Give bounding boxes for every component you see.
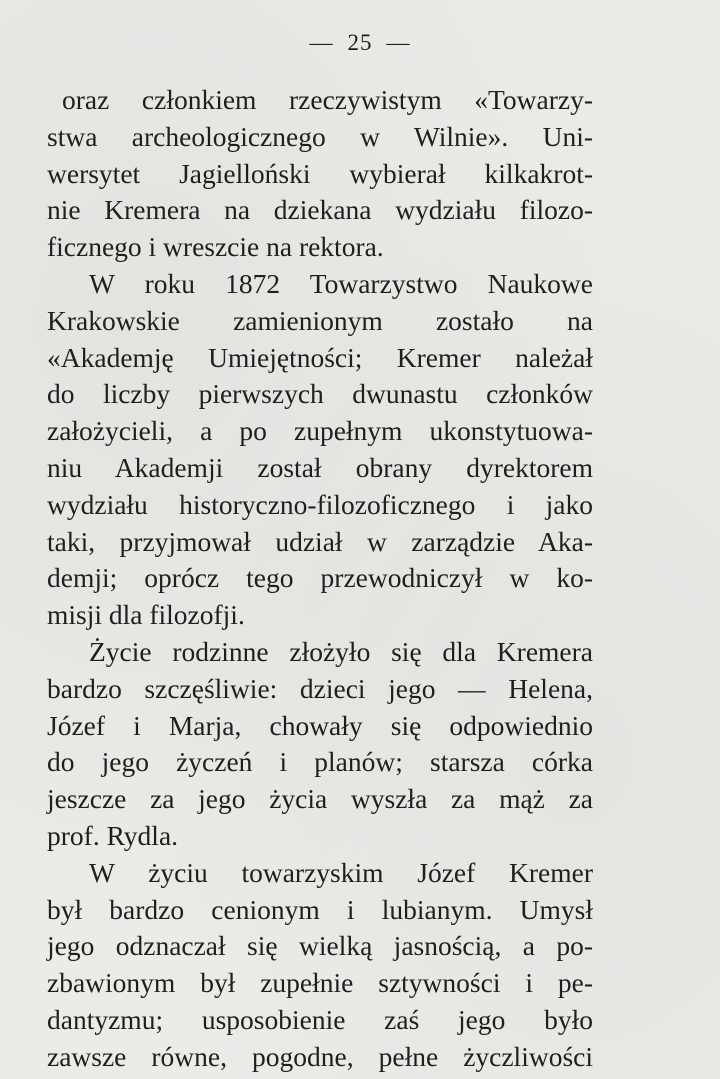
text-line: do liczby pierwszych dwunastu członków bbox=[47, 378, 593, 410]
text-line: wydziału historyczno-filozoficznego i jako bbox=[47, 488, 593, 520]
text-line: założycieli, a po zupełnym ukonstytuowa- bbox=[47, 415, 593, 447]
page-header bbox=[0, 30, 720, 56]
text-line: W roku 1872 Towarzystwo Naukowe bbox=[89, 267, 593, 299]
text-line: był bardzo cenionym i lubianym. Umysł bbox=[47, 893, 593, 925]
text-line: Józef i Marja, chowały się odpowiednio bbox=[47, 709, 593, 741]
text-line: oraz członkiem rzeczywistym «Towarzy- bbox=[62, 84, 593, 115]
text-line: bardzo szczęśliwie: dzieci jego — Helena, bbox=[47, 672, 593, 704]
text-line: Krakowskie zamienionym zostało na bbox=[47, 304, 593, 336]
text-line: ficznego i wreszcie na rektora. bbox=[47, 231, 384, 263]
header-dash-left: — bbox=[309, 30, 334, 55]
text-line: demji; oprócz tego przewodniczył w ko- bbox=[47, 562, 593, 594]
text-line: jeszcze za jego życia wyszła za mąż za bbox=[47, 783, 593, 815]
text-line: nie Kremera na dziekana wydziału filozo- bbox=[47, 194, 593, 226]
text-line: jego odznaczał się wielką jasnością, a po- bbox=[47, 930, 593, 962]
text-line: do jego życzeń i planów; starsza córka bbox=[47, 746, 593, 778]
text-line: Życie rodzinne złożyło się dla Kremera bbox=[89, 635, 593, 667]
text-line: dantyzmu; usposobienie zaś jego było bbox=[47, 1003, 593, 1035]
header-dash-right: — bbox=[386, 30, 411, 55]
text-line: stwa archeologicznego w Wilnie». Uni- bbox=[47, 120, 593, 152]
text-line: zawsze równe, pogodne, pełne życzliwości bbox=[47, 1040, 593, 1072]
text-line: wersytet Jagielloński wybierał kilkakrot- bbox=[47, 157, 593, 189]
text-line: «Akademję Umiejętności; Kremer należał bbox=[47, 341, 593, 373]
text-line: W życiu towarzyskim Józef Kremer bbox=[89, 856, 593, 888]
page-number: 25 bbox=[347, 30, 373, 55]
text-line: niu Akademji został obrany dyrektorem bbox=[47, 451, 593, 483]
body-text bbox=[47, 82, 593, 1076]
text-line: zbawionym był zupełnie sztywności i pe- bbox=[47, 967, 593, 999]
text-line: misji dla filozofji. bbox=[47, 599, 245, 631]
text-line: taki, przyjmował udział w zarządzie Aka- bbox=[47, 525, 593, 557]
text-line: prof. Rydla. bbox=[47, 819, 179, 851]
